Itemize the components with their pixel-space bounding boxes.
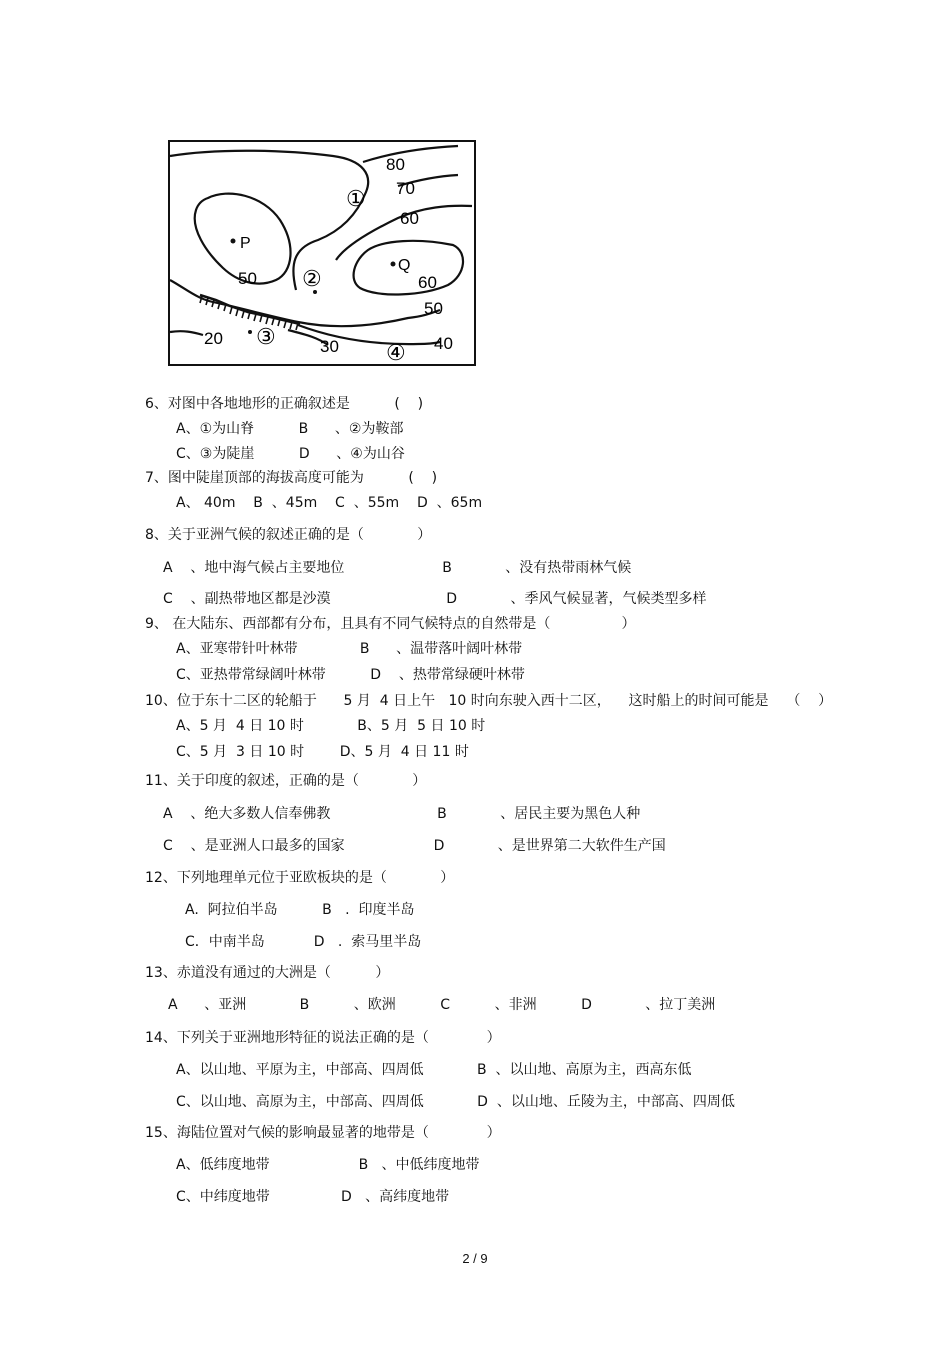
contour-map (168, 140, 476, 366)
question-12-stem: 12、下列地理单元位于亚欧板块的是（ ） (145, 870, 455, 886)
question-11-options-cd: C 、是亚洲人口最多的国家 D 、是世界第二大软件生产国 (163, 838, 666, 854)
question-9-options-ab: A、亚寒带针叶林带 B 、温带落叶阔叶林带 (176, 641, 523, 657)
contour-line (170, 151, 368, 290)
marker-1: ① (346, 186, 366, 211)
marker-4: ④ (386, 340, 406, 365)
question-9-options-cd: C、亚热带常绿阔叶林带 D 、热带常绿硬叶林带 (176, 667, 525, 683)
point-label-p: P (240, 235, 251, 252)
contour-label: 70 (396, 179, 415, 198)
contour-line (363, 146, 458, 162)
contour-label: 80 (386, 155, 405, 174)
question-12-options-ab: A. 阿拉伯半岛 B . 印度半岛 (185, 902, 415, 918)
question-11-options-ab: A 、绝大多数人信奉佛教 B 、居民主要为黑色人种 (163, 806, 641, 822)
contour-label: 60 (400, 209, 419, 228)
contour-label: 40 (434, 334, 453, 353)
question-12-options-cd: C．中南半岛 D . 索马里半岛 (185, 934, 422, 950)
question-8-stem: 8、关于亚洲气候的叙述正确的是（ ） (145, 527, 432, 543)
question-14-stem: 14、下列关于亚洲地形特征的说法正确的是（ ） (145, 1030, 501, 1046)
question-14-options-cd: C、以山地、高原为主，中部高、四周低 D 、以山地、丘陵为主，中部高、四周低 (176, 1094, 735, 1110)
contour-label: 20 (204, 329, 223, 348)
question-8-options-ab: A 、地中海气候占主要地位 B 、没有热带雨林气候 (163, 560, 632, 576)
cliff-line (200, 295, 300, 324)
question-15-options-cd: C、中纬度地带 D 、高纬度地带 (176, 1189, 450, 1205)
page-number: 2 / 9 (462, 1251, 488, 1266)
point-q-dot (391, 262, 396, 267)
question-10-options-ab: A、5 月 4 日 10 时 B、5 月 5 日 10 时 (176, 718, 486, 734)
question-8-options-cd: C 、副热带地区都是沙漠 D 、季风气候显著，气候类型多样 (163, 591, 707, 607)
contour-label: 30 (320, 337, 339, 356)
question-10-options-cd: C、5 月 3 日 10 时 D、5 月 4 日 11 时 (176, 744, 469, 760)
question-11-stem: 11、关于印度的叙述，正确的是（ ） (145, 773, 427, 789)
point-p-dot (231, 239, 236, 244)
question-15-stem: 15、海陆位置对气候的影响最显著的地带是（ ） (145, 1125, 501, 1141)
marker-3: ③ (256, 324, 276, 349)
question-13-options: A 、亚洲 B 、欧洲 C 、非洲 D 、拉丁美洲 (168, 997, 716, 1013)
question-6-options-cd: C、③为陡崖 D 、④为山谷 (176, 446, 405, 462)
contour-label: 50 (424, 299, 443, 318)
marker-3-dot (248, 330, 252, 334)
question-14-options-ab: A、以山地、平原为主，中部高、四周低 B 、以山地、高原为主，西高东低 (176, 1062, 692, 1078)
contour-label: 60 (418, 273, 437, 292)
question-13-stem: 13、赤道没有通过的大洲是（ ） (145, 965, 390, 981)
contour-label: 50 (238, 269, 257, 288)
marker-2: ② (302, 266, 322, 291)
question-6-stem: 6、对图中各地地形的正确叙述是 ( ) (145, 396, 424, 412)
question-15-options-ab: A、低纬度地带 B 、中低纬度地带 (176, 1157, 480, 1173)
question-10-stem: 10、位于东十二区的轮船于 5 月 4 日上午 10 时向东驶入西十二区， 这时船上的时间可能是 （ ） (145, 693, 833, 709)
question-9-stem: 9、 在大陆东、西部都有分布，且具有不同气候特点的自然带是（ ） (145, 616, 636, 632)
question-6-options-ab: A、①为山脊 B 、②为鞍部 (176, 421, 404, 437)
question-7-options: A、 40m B 、45m C 、55m D 、65m (176, 495, 483, 511)
contour-line (170, 331, 203, 335)
cliff-hatch (200, 296, 298, 330)
point-label-q: Q (398, 257, 411, 274)
question-7-stem: 7、图中陡崖顶部的海拔高度可能为 ( ) (145, 470, 438, 486)
